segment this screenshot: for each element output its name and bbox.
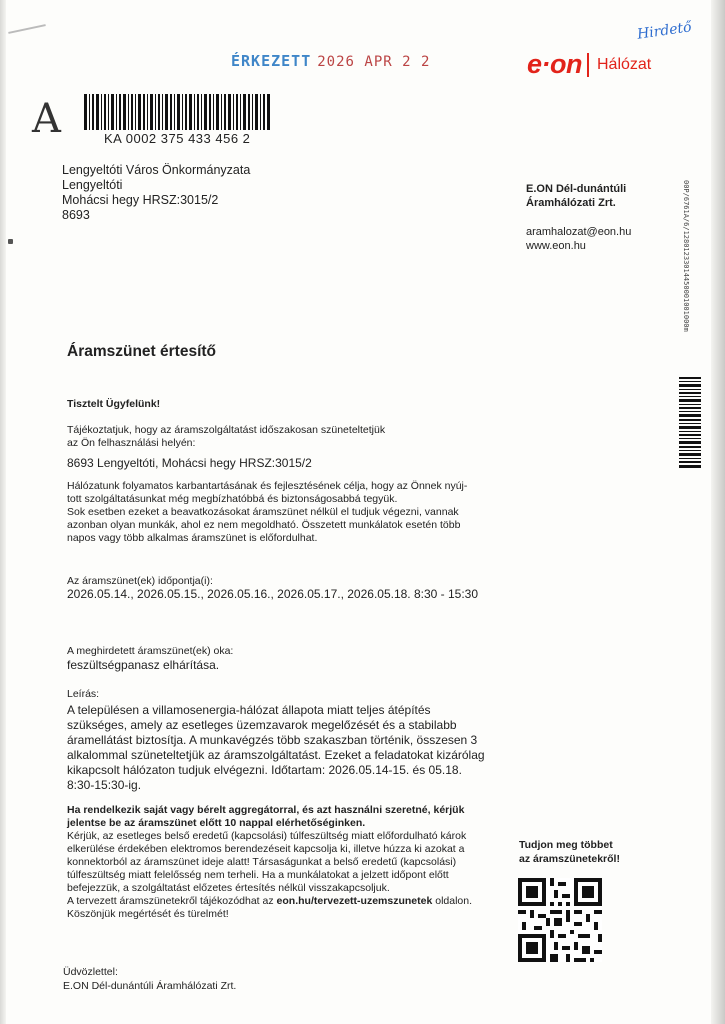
notice-title: Áramszünet értesítő xyxy=(67,343,217,360)
stamp-date: 2026 APR 2 2 xyxy=(317,54,431,70)
aggregator-notice: Ha rendelkezik saját vagy bérelt aggregátorral, és azt használni szeretné, kérjük xyxy=(67,804,465,816)
greeting: Tisztelt Ügyfelünk! xyxy=(67,398,161,410)
notice-line: elkerülése érdekében elektromos berendezéseit kapcsolja ki, illetve húzza ki azokat a xyxy=(67,843,465,855)
outage-location: 8693 Lengyeltóti, Mohácsi hegy HRSZ:3015/2 xyxy=(67,456,312,470)
contact-email[interactable]: aramhalozat@eon.hu xyxy=(526,226,632,238)
explanation-line: napos vagy több alkalmas áramszünet is előfordulhat. xyxy=(67,532,318,544)
explanation-paragraph xyxy=(67,480,532,545)
recipient-city: Lengyeltóti xyxy=(62,178,123,192)
description-line: 8:30-15:30-ig. xyxy=(67,778,142,792)
outage-time: 2026.05.14., 2026.05.15., 2026.05.16., 2026.05.17., 2026.05.18. 8:30 - 15:30 xyxy=(67,587,479,601)
planned-outages-link[interactable]: eon.hu/tervezett-uzemszunetek xyxy=(276,895,433,907)
qr-caption-line: Tudjon meg többet xyxy=(519,839,613,851)
page-edge-right xyxy=(711,0,725,1024)
logo-division: Hálózat xyxy=(597,55,652,73)
explanation-line: Sok esetben ezeket a beavatkozásokat áramszünet nélkül el tudjuk végezni, vannak xyxy=(67,506,459,518)
reason-label: A meghirdetett áramszünet(ek) oka: xyxy=(67,645,234,657)
logo-divider xyxy=(587,53,589,77)
stamp-label: ÉRKEZETT xyxy=(231,52,312,70)
description-line: áramellátást biztosítja. A munkavégzés több szakaszban történik, összesen 3 xyxy=(67,733,478,747)
description-label: Leírás: xyxy=(67,688,100,700)
explanation-line: azonban olyan munkák, ahol ez nem megoldható. Összetett munkálatok esetén több xyxy=(67,519,461,531)
letter-class: A xyxy=(32,96,61,142)
side-barcode xyxy=(679,377,701,469)
link-prefix: A tervezett áramszünetekről tájékozódhat az xyxy=(67,895,277,907)
notice-paragraph xyxy=(67,804,517,921)
notice-line: Kérjük, az esetleges belső eredetű (kapcsolási) túlfeszültség miatt előfordulható károk xyxy=(67,830,467,842)
description-line: szükséges, amely az esetleges üzemzavarok megelőzését és a stabilabb xyxy=(67,718,457,732)
description-line: kikapcsolt hálózaton tudjuk elvégezni. Időtartam: 2026.05.14-15. és 05.18. xyxy=(67,763,462,777)
postal-barcode xyxy=(84,94,270,130)
qr-caption xyxy=(519,838,620,866)
logo-brand: e·on xyxy=(527,49,582,79)
outage-time-label: Az áramszünet(ek) időpontja(i): xyxy=(67,575,213,587)
intro-line: Tájékoztatjuk, hogy az áramszolgáltatást időszakosan szüneteltetjük xyxy=(67,424,386,436)
sender-line2: Áramhálózati Zrt. xyxy=(526,197,616,209)
closing-greeting: Üdvözlettel: xyxy=(63,966,118,978)
notice-line: konnektorból az áramszünet ideje alatt! Társaságunkat a belső eredetű (kapcsolási) xyxy=(67,856,457,868)
explanation-line: Hálózatunk folyamatos karbantartásának és fejlesztésének célja, hogy az Önnek nyúj- xyxy=(67,480,468,492)
notice-line: túlfeszültség miatt felelősség nem terheli. Ha a munkálatokat a jelzett időpont előtt xyxy=(67,869,449,881)
side-code: 00P/6761A/6/12801233014450001001000m xyxy=(682,180,690,332)
contact-web[interactable]: www.eon.hu xyxy=(526,240,586,252)
intro-line: az Ön felhasználási helyén: xyxy=(67,437,196,449)
sender-line1: E.ON Dél-dunántúli xyxy=(526,183,627,195)
recipient-street: Mohácsi hegy HRSZ:3015/2 xyxy=(62,193,219,207)
description-text xyxy=(67,703,488,793)
eon-logo xyxy=(527,49,651,80)
aggregator-notice: jelentse be az áramszünet előtt 10 nappal elérhetőséginken. xyxy=(67,817,366,829)
description-line: A településen a villamosenergia-hálózat állapota miatt teljes átépítés xyxy=(67,703,431,717)
page-edge-left xyxy=(0,0,6,1024)
qr-code[interactable] xyxy=(518,878,602,962)
closing-company: E.ON Dél-dunántúli Áramhálózati Zrt. xyxy=(63,980,237,992)
description-line: alkalommal szüneteltetjük az áramszolgáltatást. Ezeket a feladatokat kizárólag xyxy=(67,748,485,762)
notice-line: befejezzük, a szolgáltatást előzetes értesítés nélkül visszakapcsoljuk. xyxy=(67,882,390,894)
link-suffix: oldalon. xyxy=(432,895,473,907)
intro-paragraph xyxy=(67,424,427,450)
scan-dot xyxy=(8,239,13,244)
sender-company xyxy=(526,182,626,210)
recipient-zip: 8693 xyxy=(62,208,90,222)
signature-block xyxy=(63,965,236,993)
recipient-address xyxy=(62,163,250,223)
received-stamp xyxy=(231,52,430,70)
sender-contact xyxy=(526,225,631,253)
scan-mark xyxy=(8,24,46,34)
qr-caption-line: az áramszünetekről! xyxy=(519,853,620,865)
thanks-line: Köszönjük megértését és türelmét! xyxy=(67,908,229,920)
recipient-name: Lengyeltóti Város Önkormányzata xyxy=(62,163,251,177)
barcode-number: KA 0002 375 433 456 2 xyxy=(104,131,251,146)
handwritten-note: Hirdető xyxy=(636,19,693,43)
explanation-line: tott szolgáltatásunkat még megbízhatóbbá és biztonságosabbá tegyük. xyxy=(67,493,398,505)
reason-value: feszültségpanasz elhárítása. xyxy=(67,658,220,672)
